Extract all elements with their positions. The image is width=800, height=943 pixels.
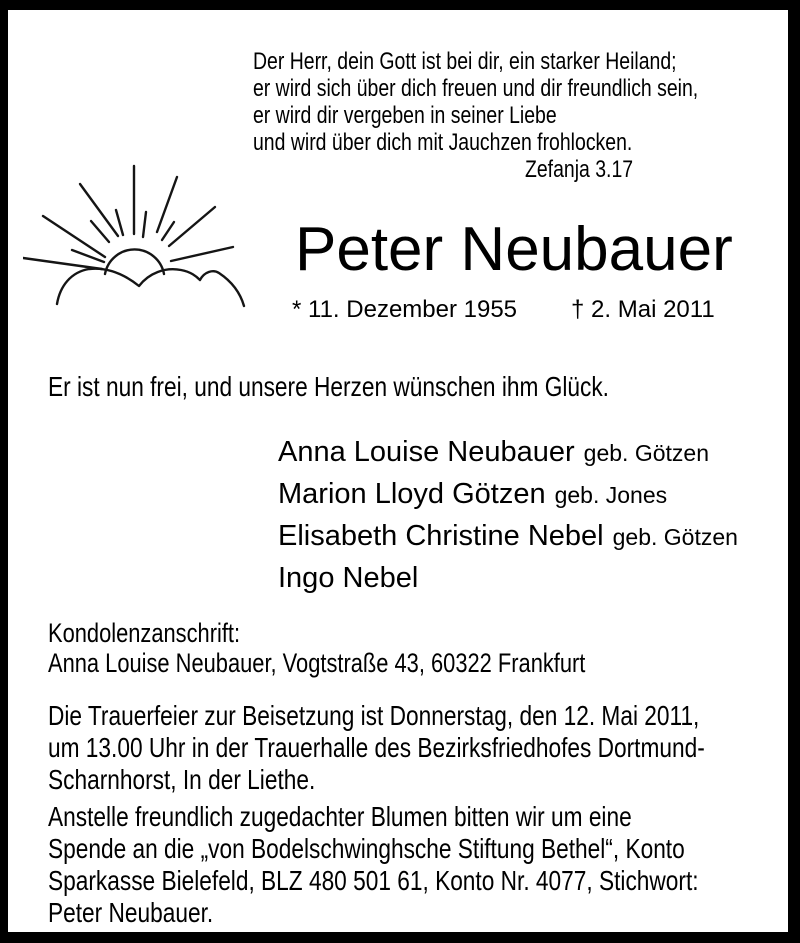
birth-date: * 11. Dezember 1955 [292, 296, 518, 323]
scripture-line: er wird dir vergeben in seiner Liebe [253, 102, 557, 129]
mourner-maiden-name: geb. Götzen [612, 524, 738, 550]
scripture-line: und wird über dich mit Jauchzen frohlocken. [253, 129, 633, 156]
condolence-address [48, 618, 711, 678]
epitaph [48, 372, 741, 402]
donation-line: Spende an die „von Bodelschwinghsche Stiftung Bethel“, Konto [48, 833, 685, 864]
mourner-name: Marion Lloyd Götzen [278, 478, 546, 510]
condolence-label: Kondolenzanschrift: [48, 618, 241, 648]
scripture-quote [253, 48, 800, 183]
mourner-name: Elisabeth Christine Nebel [278, 520, 604, 552]
funeral-line: um 13.00 Uhr in der Trauerhalle des Bezirksfriedhofes Dortmund- [48, 732, 705, 763]
donation-request [48, 801, 800, 929]
life-dates [292, 297, 715, 323]
mourner-row [278, 431, 738, 473]
donation-line: Peter Neubauer. [48, 897, 214, 928]
donation-line: Sparkasse Bielefeld, BLZ 480 501 61, Konto Nr. 4077, Stichwort: [48, 865, 699, 896]
mourner-name: Ingo Nebel [278, 562, 419, 594]
scripture-line: er wird sich über dich freuen und dir freundlich sein, [253, 75, 699, 102]
mourner-row [278, 557, 738, 599]
death-date: † 2. Mai 2011 [571, 296, 715, 323]
mourner-name: Anna Louise Neubauer [278, 436, 575, 468]
mourner-maiden-name: geb. Götzen [583, 440, 709, 466]
epitaph-text: Er ist nun frei, und unsere Herzen wünschen ihm Glück. [48, 371, 609, 402]
scripture-line: Der Herr, dein Gott ist bei dir, ein starker Heiland; [253, 48, 677, 75]
funeral-line: Scharnhorst, In der Liethe. [48, 764, 316, 795]
condolence-address-line: Anna Louise Neubauer, Vogtstraße 43, 60322 Frankfurt [48, 648, 586, 678]
mourner-maiden-name: geb. Jones [554, 482, 668, 508]
scripture-source: Zefanja 3.17 [525, 156, 634, 183]
funeral-details [48, 700, 800, 796]
mourners-list [278, 431, 738, 599]
donation-line: Anstelle freundlich zugedachter Blumen bitten wir um eine [48, 801, 632, 832]
mourner-row [278, 515, 738, 557]
rising-sun-icon [23, 162, 263, 314]
deceased-name: Peter Neubauer [295, 215, 733, 284]
notice-page [8, 10, 788, 932]
mourner-row [278, 473, 738, 515]
funeral-line: Die Trauerfeier zur Beisetzung ist Donnerstag, den 12. Mai 2011, [48, 700, 700, 731]
